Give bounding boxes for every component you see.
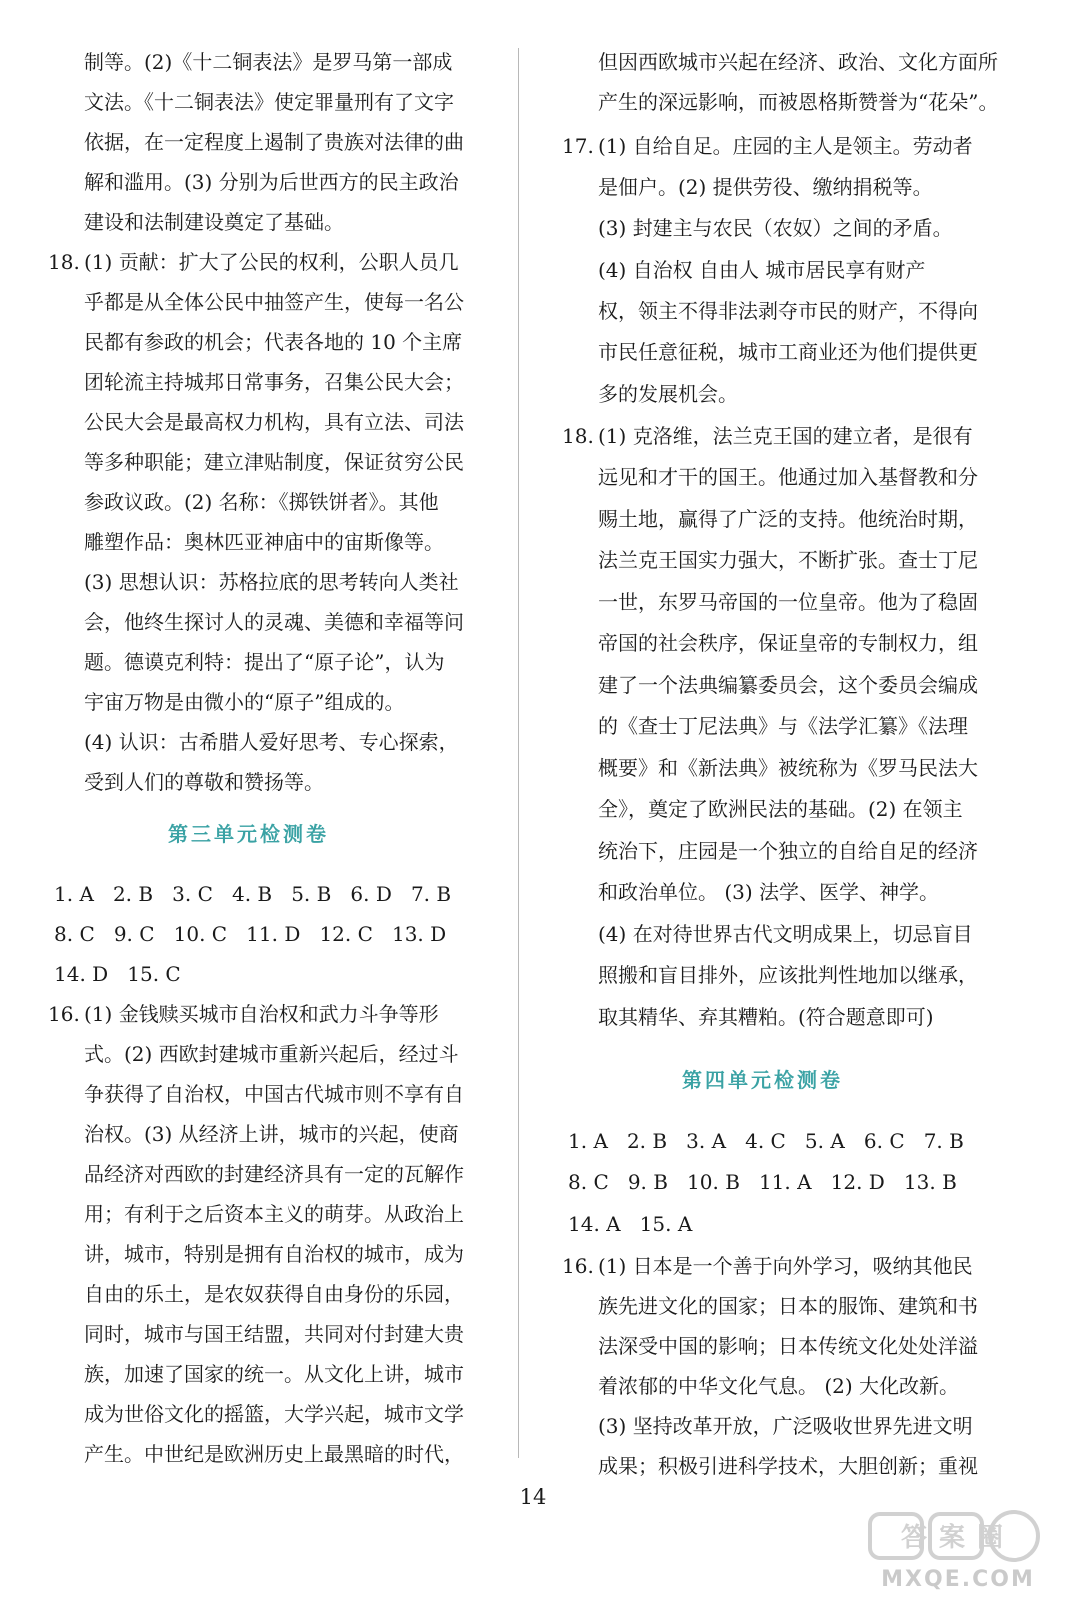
text-line: 宇宙万物是由微小的“原子”组成的。 bbox=[84, 690, 405, 714]
text-line: 题。德谟克利特：提出了“原子论”，认为 bbox=[84, 650, 445, 674]
text-line: (4) 认识：古希腊人爱好思考、专心探索， bbox=[84, 730, 459, 754]
text-line: 产生。中世纪是欧洲历史上最黑暗的时代， bbox=[84, 1442, 464, 1466]
text-line: (1) 自给自足。庄园的主人是领主。劳动者 bbox=[598, 134, 973, 158]
text-line: 概要》和《新法典》被统称为《罗马民法大 bbox=[598, 756, 978, 780]
text-line: (1) 贡献：扩大了公民的权利，公职人员几 bbox=[84, 250, 459, 274]
text-line: 参政议政。(2) 名称：《掷铁饼者》。其他 bbox=[84, 490, 439, 514]
text-line: 全》，奠定了欧洲民法的基础。(2) 在领主 bbox=[598, 797, 963, 821]
text-line: 着浓郁的中华文化气息。 (2) 大化改新。 bbox=[598, 1374, 960, 1398]
text-line: 建设和法制建设奠定了基础。 bbox=[84, 210, 344, 234]
text-line: 式。(2) 西欧封建城市重新兴起后，经过斗 bbox=[84, 1042, 459, 1066]
text-line: (4) 在对待世界古代文明成果上，切忌盲目 bbox=[598, 922, 973, 946]
text-line: 但因西欧城市兴起在经济、政治、文化方面所 bbox=[598, 50, 998, 74]
answer-row: 8. C 9. C 10. C 11. D 12. C 13. D bbox=[54, 922, 447, 946]
text-line: 族先进文化的国家；日本的服饰、建筑和书 bbox=[598, 1294, 978, 1318]
text-line: 等多种职能；建立津贴制度，保证贫穷公民 bbox=[84, 450, 464, 474]
text-line: 文法。《十二铜表法》使定罪量刑有了文字 bbox=[84, 90, 454, 114]
text-line: (1) 日本是一个善于向外学习，吸纳其他民 bbox=[598, 1254, 973, 1278]
text-line: 权，领主不得非法剥夺市民的财产，不得向 bbox=[598, 299, 978, 323]
question-number: 16. bbox=[562, 1254, 594, 1278]
unit4-title: 第四单元检测卷 bbox=[682, 1068, 843, 1092]
text-line: 多的发展机会。 bbox=[598, 382, 738, 406]
text-line: 用；有利于之后资本主义的萌芽。从政治上 bbox=[84, 1202, 464, 1226]
text-line: 帝国的社会秩序，保证皇帝的专制权力，组 bbox=[598, 631, 978, 655]
text-line: 制等。(2)《十二铜表法》是罗马第一部成 bbox=[84, 50, 453, 74]
answer-row: 1. A 2. B 3. C 4. B 5. B 6. D 7. B bbox=[54, 882, 452, 906]
column-divider bbox=[518, 48, 519, 1458]
text-line: 成为世俗文化的摇篮，大学兴起，城市文学 bbox=[84, 1402, 464, 1426]
text-line: 讲，城市，特别是拥有自治权的城市，成为 bbox=[84, 1242, 464, 1266]
question-number: 18. bbox=[562, 424, 594, 448]
text-line: 远见和才干的国王。他通过加入基督教和分 bbox=[598, 465, 978, 489]
text-line: 品经济对西欧的封建经济具有一定的瓦解作 bbox=[84, 1162, 464, 1186]
answer-row: 8. C 9. B 10. B 11. A 12. D 13. B bbox=[568, 1170, 957, 1194]
page-number: 14 bbox=[519, 1485, 547, 1509]
question-number: 16. bbox=[48, 1002, 80, 1026]
text-line: 自由的乐土，是农奴获得自由身份的乐园， bbox=[84, 1282, 464, 1306]
text-line: 产生的深远影响，而被恩格斯赞誉为“花朵”。 bbox=[598, 90, 999, 114]
text-line: 会，他终生探讨人的灵魂、美德和幸福等问 bbox=[84, 610, 464, 634]
text-line: 和政治单位。 (3) 法学、医学、神学。 bbox=[598, 880, 940, 904]
text-line: 解和滥用。(3) 分别为后世西方的民主政治 bbox=[84, 170, 459, 194]
text-line: (1) 克洛维，法兰克王国的建立者，是很有 bbox=[598, 424, 973, 448]
answer-row: 1. A 2. B 3. A 4. C 5. A 6. C 7. B bbox=[568, 1129, 964, 1153]
text-line: (3) 封建主与农民（农奴）之间的矛盾。 bbox=[598, 216, 953, 240]
text-line: 雕塑作品：奥林匹亚神庙中的宙斯像等。 bbox=[84, 530, 444, 554]
text-line: 市民任意征税，城市工商业还为他们提供更 bbox=[598, 340, 978, 364]
text-line: 成果；积极引进科学技术，大胆创新；重视 bbox=[598, 1454, 978, 1478]
text-line: 法深受中国的影响；日本传统文化处处洋溢 bbox=[598, 1334, 978, 1358]
watermark-url: MXQE.COM bbox=[881, 1567, 1035, 1592]
text-line: 统治下，庄园是一个独立的自给自足的经济 bbox=[598, 839, 978, 863]
text-line: 民都有参政的机会；代表各地的 10 个主席 bbox=[84, 330, 463, 354]
text-line: 是佃户。(2) 提供劳役、缴纳捐税等。 bbox=[598, 175, 933, 199]
answer-row: 14. D 15. C bbox=[54, 962, 181, 986]
text-line: 法兰克王国实力强大，不断扩张。查士丁尼 bbox=[598, 548, 978, 572]
text-line: 争获得了自治权，中国古代城市则不享有自 bbox=[84, 1082, 464, 1106]
text-line: 照搬和盲目排外，应该批判性地加以继承， bbox=[598, 963, 978, 987]
text-line: 乎都是从全体公民中抽签产生，使每一名公 bbox=[84, 290, 464, 314]
text-line: 取其精华、弃其糟粕。(符合题意即可) bbox=[598, 1005, 934, 1029]
question-number: 18. bbox=[48, 250, 80, 274]
watermark-title: 答案圈 bbox=[900, 1523, 1016, 1553]
text-line: 族，加速了国家的统一。从文化上讲，城市 bbox=[84, 1362, 464, 1386]
text-line: 的《查士丁尼法典》与《法学汇纂》《法理 bbox=[598, 714, 968, 738]
question-number: 17. bbox=[562, 134, 594, 158]
text-line: 依据，在一定程度上遏制了贵族对法律的曲 bbox=[84, 130, 464, 154]
text-line: 团轮流主持城邦日常事务，召集公民大会； bbox=[84, 370, 464, 394]
text-line: (3) 坚持改革开放，广泛吸收世界先进文明 bbox=[598, 1414, 973, 1438]
text-line: (3) 思想认识：苏格拉底的思考转向人类社 bbox=[84, 570, 459, 594]
unit3-title: 第三单元检测卷 bbox=[168, 822, 329, 846]
watermark-logo bbox=[868, 1510, 1048, 1592]
text-line: 一世，东罗马帝国的一位皇帝。他为了稳固 bbox=[598, 590, 978, 614]
text-line: 赐土地，赢得了广泛的支持。他统治时期， bbox=[598, 507, 978, 531]
text-line: (1) 金钱赎买城市自治权和武力斗争等形 bbox=[84, 1002, 439, 1026]
text-line: 受到人们的尊敬和赞扬等。 bbox=[84, 770, 324, 794]
text-line: (4) 自治权 自由人 城市居民享有财产 bbox=[598, 258, 926, 282]
text-line: 公民大会是最高权力机构，具有立法、司法 bbox=[84, 410, 464, 434]
text-line: 同时，城市与国王结盟，共同对付封建大贵 bbox=[84, 1322, 464, 1346]
text-line: 建了一个法典编纂委员会，这个委员会编成 bbox=[598, 673, 978, 697]
text-line: 治权。(3) 从经济上讲，城市的兴起，使商 bbox=[84, 1122, 459, 1146]
answer-row: 14. A 15. A bbox=[568, 1212, 693, 1236]
